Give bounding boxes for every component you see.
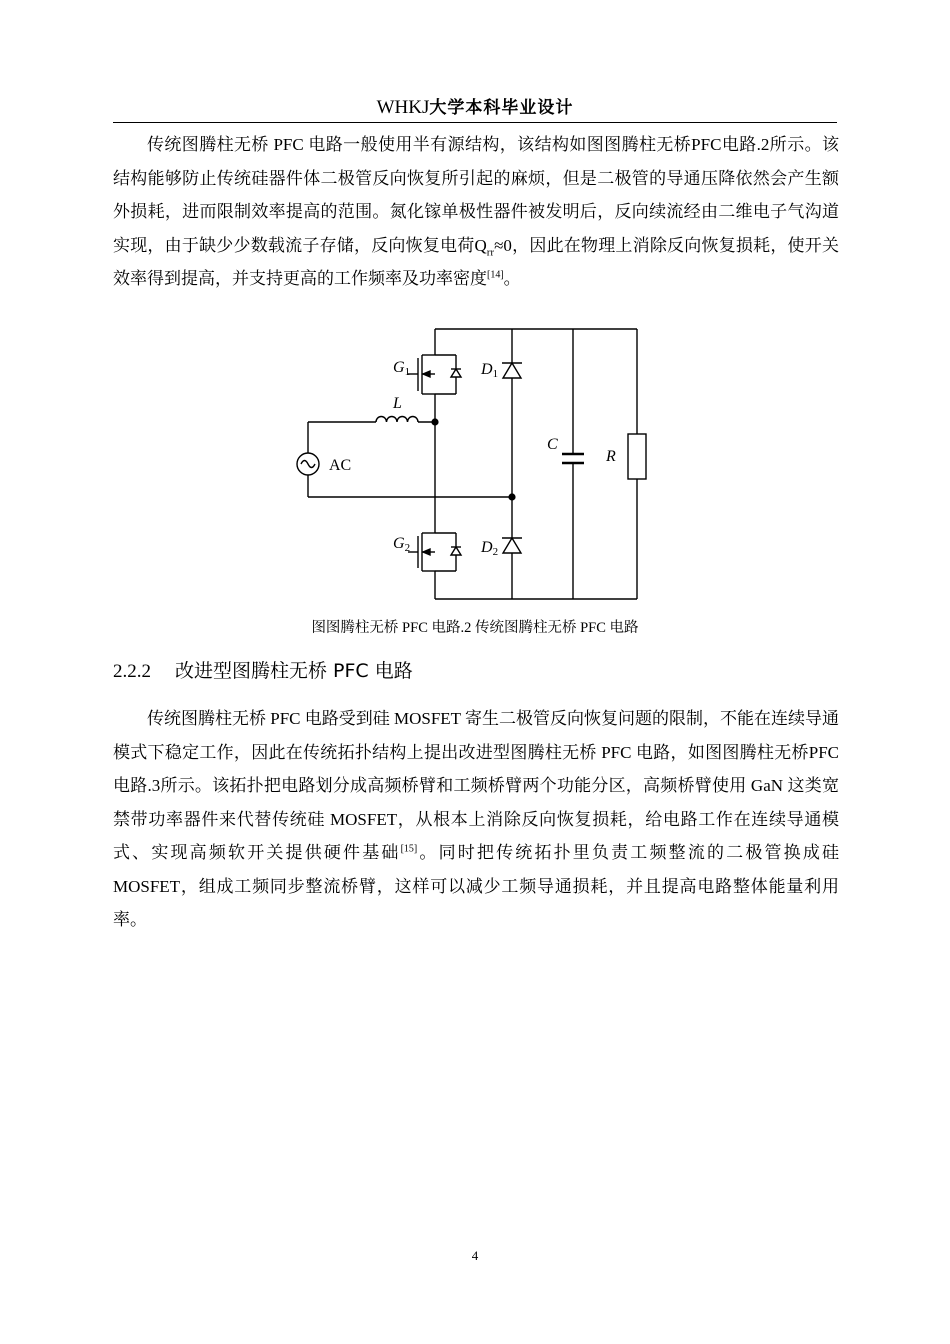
capacitor-c: [562, 454, 584, 463]
mosfet-g2: [408, 530, 461, 574]
paragraph-1-text-a: 传统图腾柱无桥 PFC 电路一般使用半有源结构，该结构如图图腾柱无桥PFC电路.2所示。该结构能够防止传统硅器件体二极管反向恢复所引起的麻烦，但是二极管的导通压降依然会产生额外损耗，进而限制效率提高的范围。氮化镓单极性器件被发明后，反向续流经由二维电子气沟道实现，由于缺少少数载流子存储，反向恢复电荷Q: [113, 135, 839, 255]
label-c: C: [547, 436, 558, 453]
section-title: 改进型图腾柱无桥 PFC 电路: [175, 660, 413, 682]
paragraph-2: [113, 702, 839, 937]
label-ac: AC: [329, 457, 352, 474]
node-dot-right: [508, 493, 515, 500]
qrr-subscript: rr: [486, 245, 495, 258]
diode-d1: [502, 363, 522, 378]
circuit-diagram: [290, 322, 660, 607]
page-number: 4: [471, 1248, 479, 1263]
citation-15: [15]: [400, 843, 418, 855]
header-latin: WHKJ: [376, 97, 430, 118]
label-l: L: [393, 395, 402, 412]
paragraph-1-text-c: 。: [503, 269, 521, 288]
inductor-l: [376, 417, 418, 423]
mosfet-g1: [408, 352, 461, 397]
label-d1: D1: [481, 361, 499, 380]
paragraph-2-text-a: 传统图腾柱无桥 PFC 电路受到硅 MOSFET 寄生二极管反向恢复问题的限制，不能在连续导通模式下稳定工作，因此在传统拓扑结构上提出改进型图腾柱无桥 PFC 电路，如图图腾柱无桥PFC电路.3所示。该拓扑把电路划分成高频桥臂和工频桥臂两个功能分区，高频桥臂使用 GaN 这类宽禁带功率器件来代替传统硅 MOSFET，从根本上消除反向恢复损耗，给电路工作在连续导通模式、实现高频软开关提供硬件基础: [113, 709, 840, 862]
label-g1: G1: [393, 359, 411, 378]
paragraph-2-text-b: 。同时把传统拓扑里负责工频整流的二极管换成硅 MOSFET，组成工频同步整流桥臂，这样可以减少工频导通损耗，并且提高电路整体能量利用率。: [113, 843, 840, 929]
page-header: [113, 94, 837, 123]
paragraph-1-text-b: ≈0，因此在物理上消除反向恢复损耗，使开关效率得到提高，并支持更高的工作频率及功率密度: [113, 235, 839, 288]
label-r: R: [606, 448, 616, 465]
citation-14: [14]: [487, 269, 504, 281]
paragraph-1: [113, 128, 839, 296]
resistor-r: [628, 434, 646, 479]
section-heading: [113, 658, 413, 685]
diode-d2: [502, 538, 522, 553]
label-d2: D2: [481, 539, 499, 558]
node-dot-left: [431, 418, 438, 425]
figure-caption: 图图腾柱无桥 PFC 电路.2 传统图腾柱无桥 PFC 电路: [311, 620, 639, 636]
header-title: 大学本科毕业设计: [429, 98, 574, 118]
label-g2: G2: [393, 535, 411, 554]
section-number: 2.2.2: [113, 661, 151, 682]
